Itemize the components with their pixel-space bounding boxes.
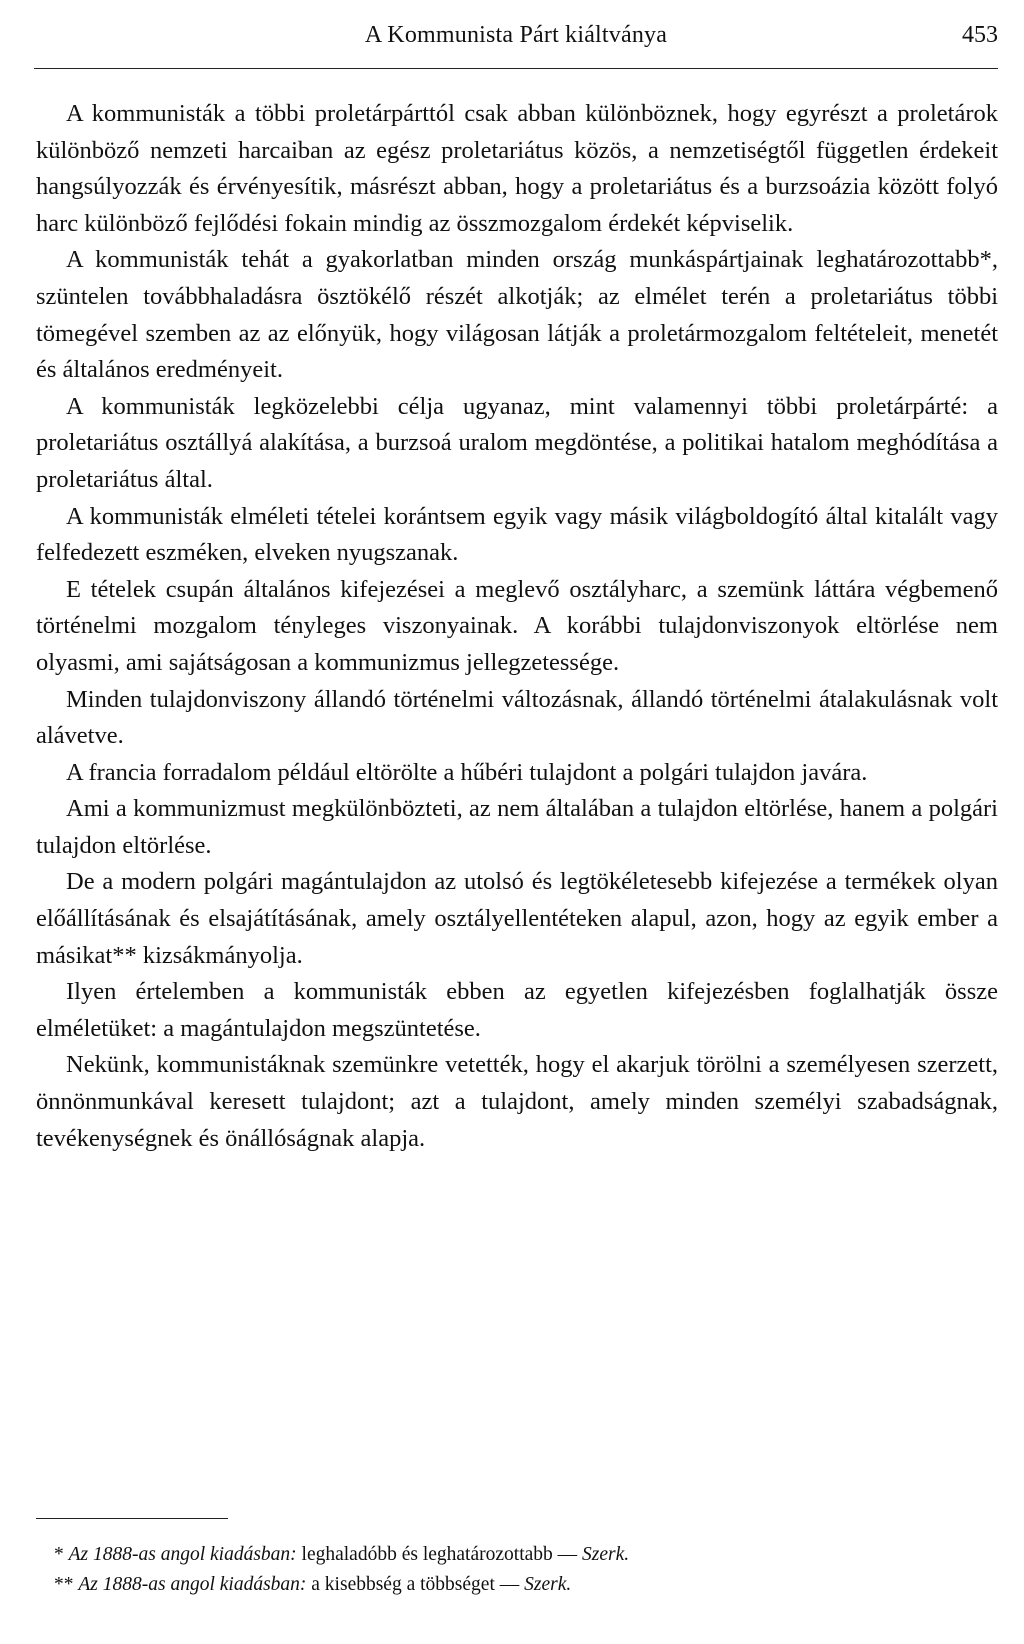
footnote-marker: * xyxy=(54,1544,64,1565)
running-title: A Kommunista Párt kiáltványa xyxy=(364,22,668,48)
body-text xyxy=(36,96,998,1157)
paragraph: E tételek csupán általános kifejezései a meglevő osztályharc, a szemünk láttára végbemenő történelmi mozgalom tényleges viszonyainak. A korábbi tulajdonviszonyok eltörlése nem olyasmi, ami sajátságosan a kommunizmus jellegzetessége. xyxy=(36,575,998,676)
page-number: 453 xyxy=(962,22,998,48)
paragraph: Minden tulajdonviszony állandó történelmi változásnak, állandó történelmi átalakulásnak volt alávetve. xyxy=(36,685,998,750)
footnote-text: a kisebbség a többséget — xyxy=(311,1574,520,1595)
footnote xyxy=(36,1570,936,1600)
footnote-editor: Szerk. xyxy=(524,1574,572,1595)
paragraph: A kommunisták a többi proletárpárttól csak abban különböznek, hogy egyrészt a proletárok különböző nemzeti harcaiban az egész proletariátus közös, a nemzetiségtől független érdekeit hangsúlyozzák és érvényesítik, másrészt abban, hogy a proletariátus és a burzsoázia között folyó harc különböző fejlődési fokain mindig az összmozgalom érdekét képviselik. xyxy=(36,100,998,237)
footnote xyxy=(36,1540,936,1570)
paragraph: Ami a kommunizmust megkülönbözteti, az nem általában a tulajdon eltörlése, hanem a polgári tulajdon eltörlése. xyxy=(36,795,998,859)
paragraph: A kommunisták legközelebbi célja ugyanaz, mint valamennyi többi proletárpárté: a proletariátus osztállyá alakítása, a burzsoá uralom megdöntése, a politikai hatalom meghódítása a proletariátus által. xyxy=(36,392,998,493)
paragraph: De a modern polgári magántulajdon az utolsó és legtökéletesebb kifejezése a termékek olyan előállításának és elsajátításának, amely osztályellentéteken alapul, azon, hogy az egyik ember a másikat** kizsákmányolja. xyxy=(36,868,998,969)
footnote-editor: Szerk. xyxy=(582,1544,630,1565)
footnote-marker: ** xyxy=(54,1574,74,1595)
paragraph: A francia forradalom például eltörölte a hűbéri tulajdont a polgári tulajdon javára. xyxy=(66,758,868,786)
footnote-source: Az 1888-as angol kiadásban: xyxy=(68,1544,297,1565)
paragraph: A kommunisták tehát a gyakorlatban minden ország munkáspártjainak leghatározottabb*, szüntelen továbbhaladásra ösztökélő részét alkotják; az elmélet terén a proletariátus többi tömegével szemben az az előnyük, hogy világosan látják a proletármozgalom feltételeit, menetét és általános eredményeit. xyxy=(36,246,998,384)
paragraph: Nekünk, kommunistáknak szemünkre vetették, hogy el akarjuk törölni a személyesen szerzett, önnönmunkával keresett tulajdont; azt a tulajdont, amely minden személyi szabadságnak, tevékenységnek és önállóságnak alapja. xyxy=(36,1051,998,1152)
footnote-rule xyxy=(36,1518,228,1519)
paragraph: Ilyen értelemben a kommunisták ebben az egyetlen kifejezésben foglalhatják össze elméletüket: a magántulajdon megszüntetése. xyxy=(36,978,998,1042)
footnotes xyxy=(36,1540,936,1600)
header-rule xyxy=(34,68,998,69)
paragraph: A kommunisták elméleti tételei korántsem egyik vagy másik világboldogító által kitalált vagy felfedezett eszméken, elveken nyugszanak. xyxy=(36,502,998,567)
running-header xyxy=(34,22,998,58)
footnote-text: leghaladóbb és leghatározottabb — xyxy=(301,1544,578,1565)
footnote-source: Az 1888-as angol kiadásban: xyxy=(78,1574,307,1595)
